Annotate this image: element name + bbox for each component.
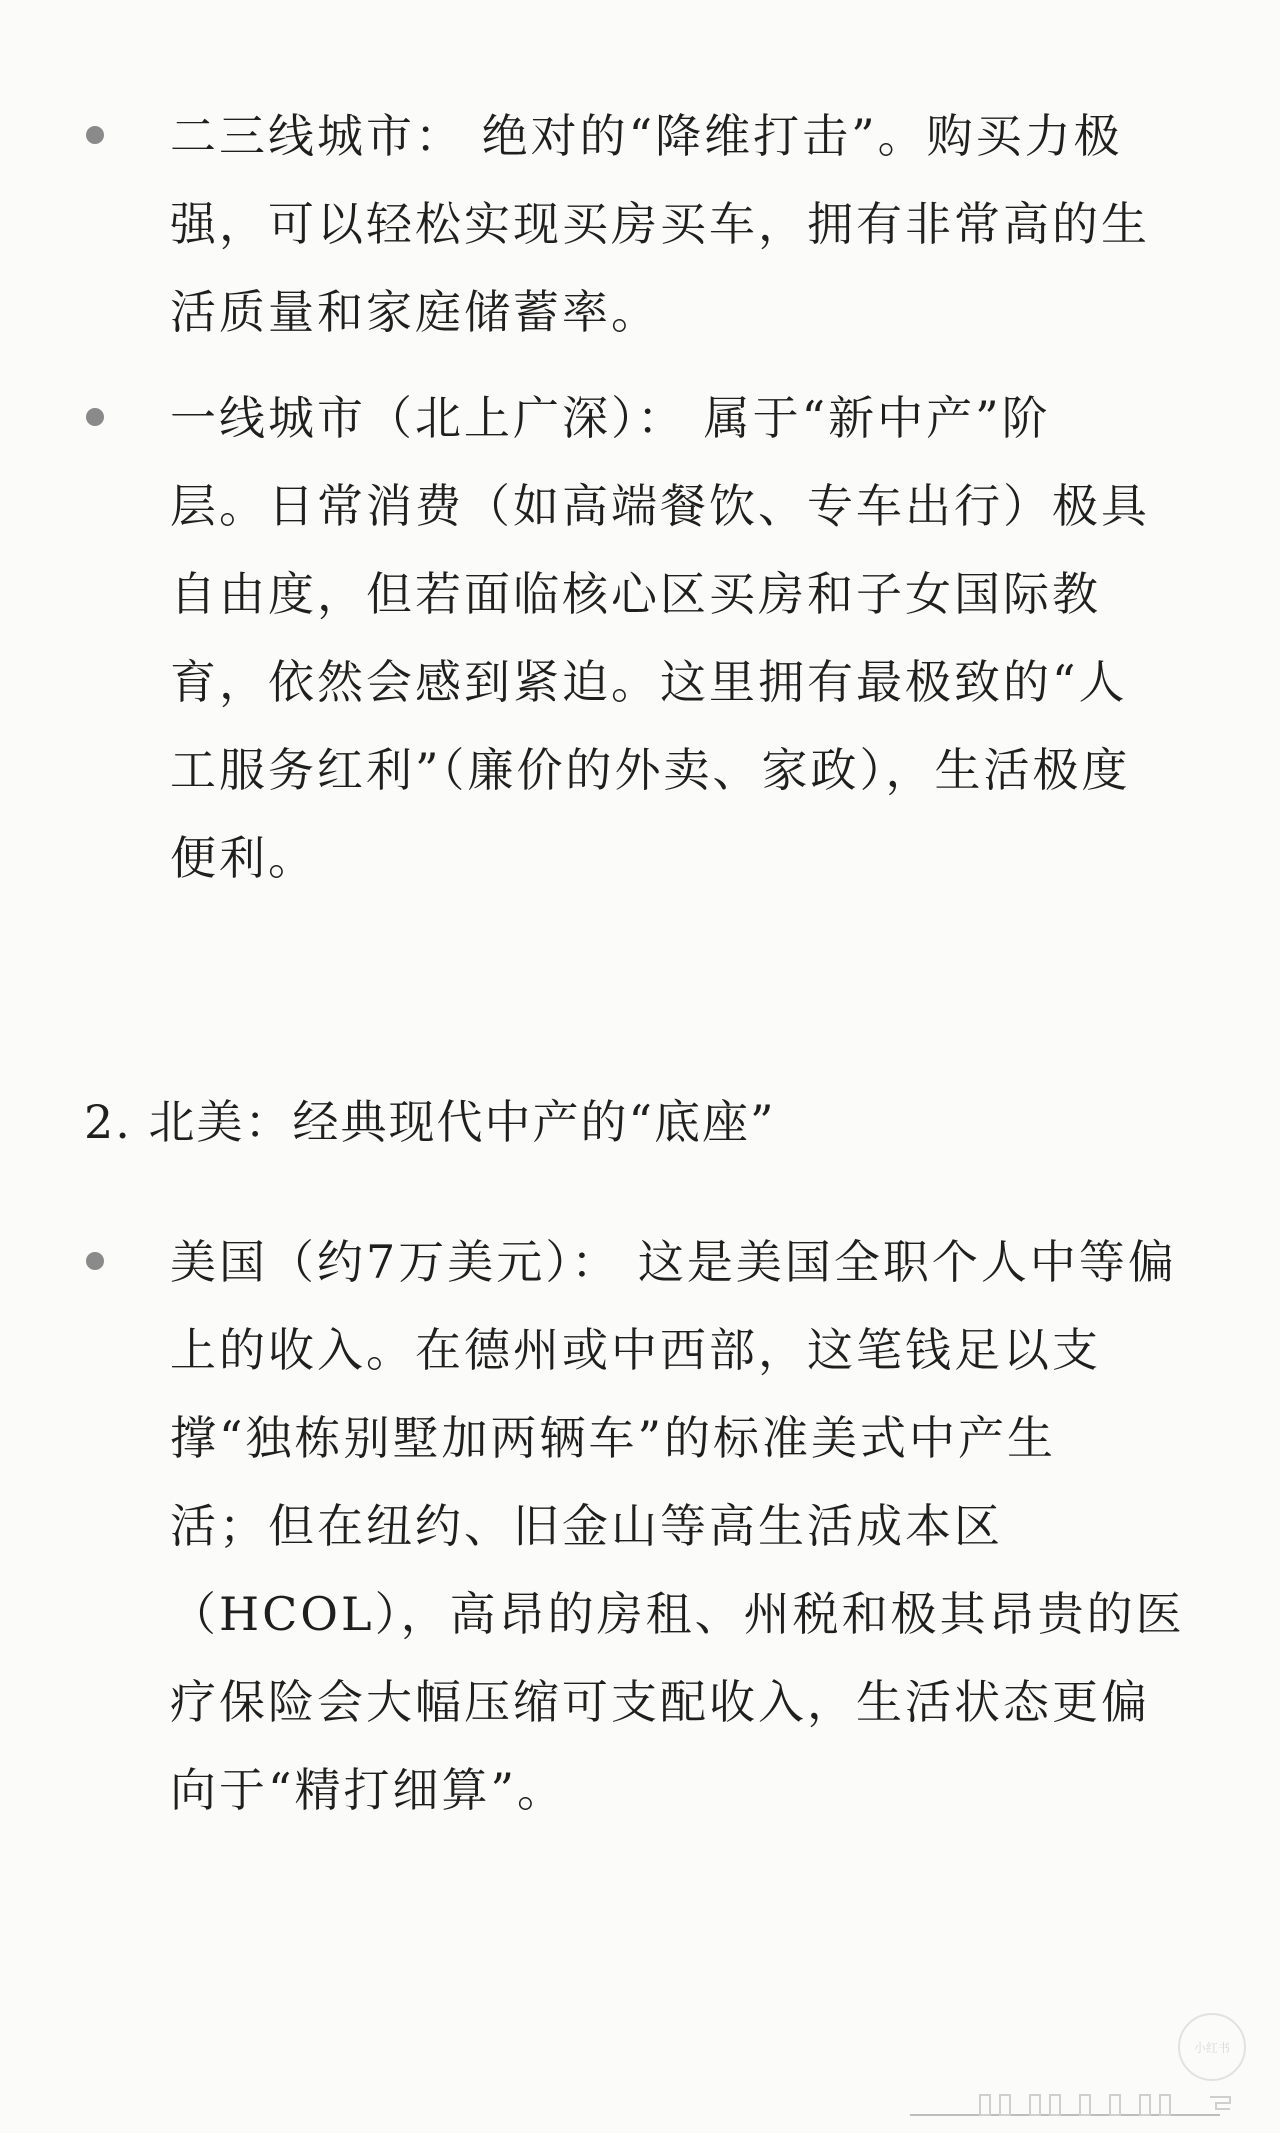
watermark-text: 小红书 — [1193, 2040, 1230, 2055]
text-line: 撑“独栋别墅加两辆车”的标准美式中产生 — [170, 1411, 1057, 1465]
text-line: 美国（约7万美元）： 这是美国全职个人中等偏 — [170, 1235, 1177, 1289]
text-line: 疗保险会大幅压缩可支配收入，生活状态更偏 — [170, 1675, 1150, 1729]
text-line: 向于“精打细算”。 — [170, 1763, 567, 1817]
text-line: 便利。 — [170, 831, 317, 885]
section-heading: 2. 北美：经典现代中产的“底座” — [84, 1095, 776, 1149]
list-item-text — [170, 374, 1190, 902]
text-line: 活质量和家庭储蓄率。 — [170, 285, 660, 339]
text-line: 工服务红利”（廉价的外卖、家政），生活极度 — [170, 743, 1131, 797]
list-item-text — [170, 1218, 1190, 1834]
home-indicator-icon — [910, 2089, 1250, 2117]
text-line: 自由度，但若面临核心区买房和子女国际教 — [170, 567, 1101, 621]
text-line: 一线城市（北上广深）： 属于“新中产”阶 — [170, 391, 1051, 445]
text-line: 育，依然会感到紧迫。这里拥有最极致的“人 — [170, 655, 1128, 709]
bullet-icon — [86, 408, 104, 426]
list-item-text — [170, 92, 1190, 356]
text-line: 层。日常消费（如高端餐饮、专车出行）极具 — [170, 479, 1150, 533]
text-line: 二三线城市： 绝对的“降维打击”。购买力极 — [170, 109, 1123, 163]
text-line: 活；但在纽约、旧金山等高生活成本区 — [170, 1499, 1003, 1553]
bullet-icon — [86, 126, 104, 144]
text-line: （HCOL），高昂的房租、州税和极其昂贵的医 — [170, 1587, 1185, 1641]
bullet-icon — [86, 1252, 104, 1270]
text-line: 上的收入。在德州或中西部，这笔钱足以支 — [170, 1323, 1101, 1377]
text-line: 强，可以轻松实现买房买车，拥有非常高的生 — [170, 197, 1150, 251]
watermark-logo — [1178, 2013, 1246, 2081]
